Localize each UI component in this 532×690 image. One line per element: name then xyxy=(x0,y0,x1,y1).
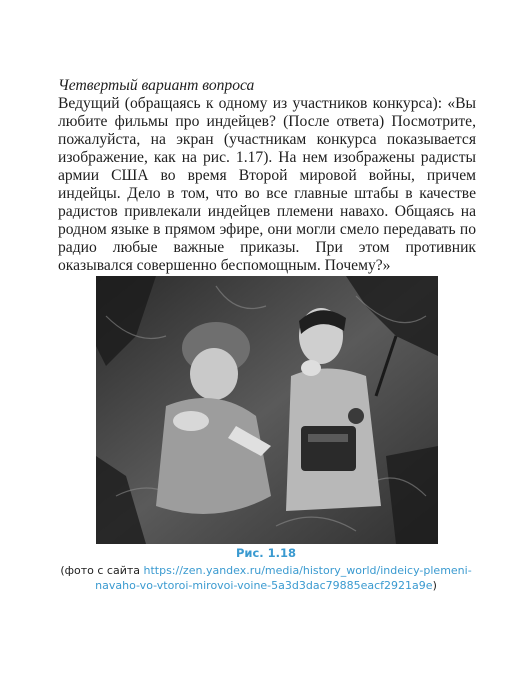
radio-operators-photo xyxy=(96,276,438,544)
question-paragraph: Ведущий (обращаясь к одному из участников конкурса): «Вы любите фильмы про индейцев? (После ответа) Посмотрите, пожалуйста, на экран (участникам конкурса показывается изображение, как на рис. 1.17). На нем изображены радисты армии США во время Второй мировой войны, причем индейцы. Дело в том, что во все главные штабы в качестве радистов привлекали индейцев племени навахо. Общаясь на родном языке в прямом эфире, они могли смело передавать по радио любые важные приказы. При этом противник оказывался совершенно беспомощным. Почему?» xyxy=(58,95,476,274)
source-prefix: (фото с сайта xyxy=(60,564,144,577)
figure-photo xyxy=(96,276,438,544)
source-suffix: ) xyxy=(432,579,437,592)
body-text xyxy=(58,77,476,275)
figure-source xyxy=(60,563,472,593)
section-heading: Четвертый вариант вопроса xyxy=(58,77,255,94)
figure-label: Рис. 1.18 xyxy=(235,546,297,560)
source-link[interactable]: https://zen.yandex.ru/media/history_world/indeicy-plemeni-navaho-vo-vtoroi-mirovoi-voine-5a3d3dac79885eacf2921a9e xyxy=(95,564,472,592)
